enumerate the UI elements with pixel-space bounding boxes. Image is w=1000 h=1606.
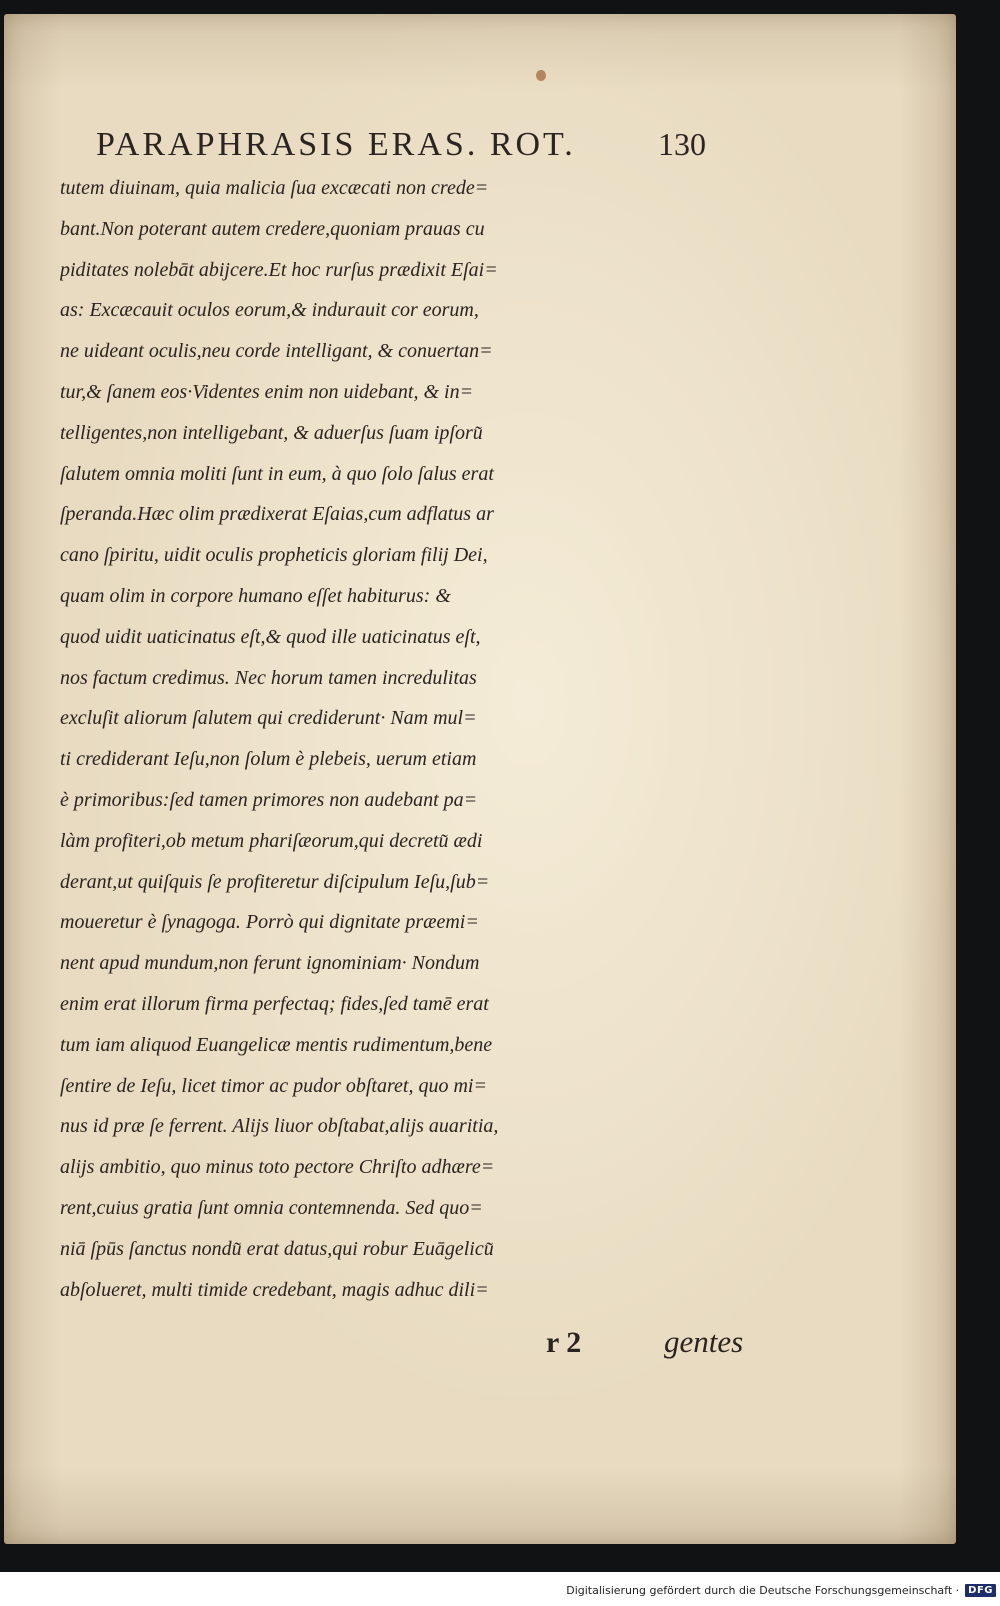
text-line: as: Excæcauit oculos eorum,& indurauit cor eorum, (60, 299, 479, 322)
book-page (4, 14, 956, 1544)
text-line: derant,ut quiſquis ſe profiteretur diſcipulum Ieſu,ſub= (60, 870, 490, 893)
funding-notice: Digitalisierung gefördert durch die Deutsche Forschungsgemeinschaft · (566, 1583, 960, 1597)
text-line: tur,& ſanem eos·Videntes enim non uidebant, & in= (60, 380, 474, 403)
text-line: è primoribus:ſed tamen primores non audebant pa= (60, 788, 478, 811)
folio-number: 130 (658, 126, 706, 162)
signature-mark: r 2 (546, 1326, 582, 1359)
ink-spot (536, 70, 546, 81)
text-line: bant.Non poterant autem credere,quoniam prauas cu (60, 217, 485, 240)
text-line: nent apud mundum,non ferunt ignominiam· Nondum (60, 952, 480, 975)
text-line: tutem diuinam, quia malicia ſua excæcati non crede= (60, 177, 489, 199)
text-line: alijs ambitio, quo minus toto pectore Chriſto adhære= (60, 1156, 495, 1179)
text-line: cano ſpiritu, uidit oculis propheticis gloriam filij Dei, (60, 544, 488, 567)
text-line: rent,cuius gratia ſunt omnia contemnenda. Sed quo= (60, 1196, 483, 1219)
digitization-footer (566, 1580, 996, 1600)
text-line: enim erat illorum firma perfectaq; fides,ſed tamē erat (60, 992, 489, 1015)
text-line: tum iam aliquod Euangelicæ mentis rudimentum,bene (60, 1033, 493, 1056)
catchword: gentes (664, 1324, 744, 1359)
text-block (60, 168, 720, 1310)
text-line: abſolueret, multi timide credebant, magis adhuc dili= (60, 1278, 489, 1301)
text-line: excluſit aliorum ſalutem qui crediderunt· Nam mul= (60, 707, 477, 730)
dfg-logo: DFG (965, 1584, 996, 1597)
running-title: PARAPHRASIS ERAS. ROT. (96, 126, 576, 163)
text-line: quod uidit uaticinatus eſt,& quod ille uaticinatus eſt, (60, 625, 481, 648)
text-line: nos factum credimus. Nec horum tamen incredulitas (60, 666, 477, 689)
text-line: telligentes,non intelligebant, & aduerſus ſuam ipſoru͂ (60, 421, 483, 444)
text-line: moueretur è ſynagoga. Porrò qui dignitate præemi= (60, 911, 479, 934)
text-line: làm profiteri,ob metum phariſæorum,qui decretu͂ ædi (60, 829, 483, 852)
text-line: piditates nolebāt abijcere.Et hoc rurſus prædixit Eſai= (60, 258, 498, 281)
text-line: nus id præ ſe ferrent. Alijs liuor obſtabat,alijs auaritia, (60, 1115, 499, 1138)
text-line: niā ſpūs ſanctus nondu͂ erat datus,qui robur Euāgelicu͂ (60, 1237, 494, 1260)
text-line: ne uideant oculis,neu corde intelligant, & conuertan= (60, 340, 493, 363)
text-line: ſperanda.Hæc olim prædixerat Eſaias,cum adflatus ar (60, 503, 494, 526)
text-line: ſentire de Ieſu, licet timor ac pudor obſtaret, quo mi= (60, 1074, 487, 1097)
running-header (96, 126, 706, 166)
text-line: quam olim in corpore humano eſſet habiturus: & (60, 584, 451, 607)
text-line: ti crediderant Ieſu,non ſolum è plebeis, uerum etiam (60, 748, 477, 771)
text-line: ſalutem omnia moliti ſunt in eum, à quo ſolo ſalus erat (60, 462, 494, 485)
